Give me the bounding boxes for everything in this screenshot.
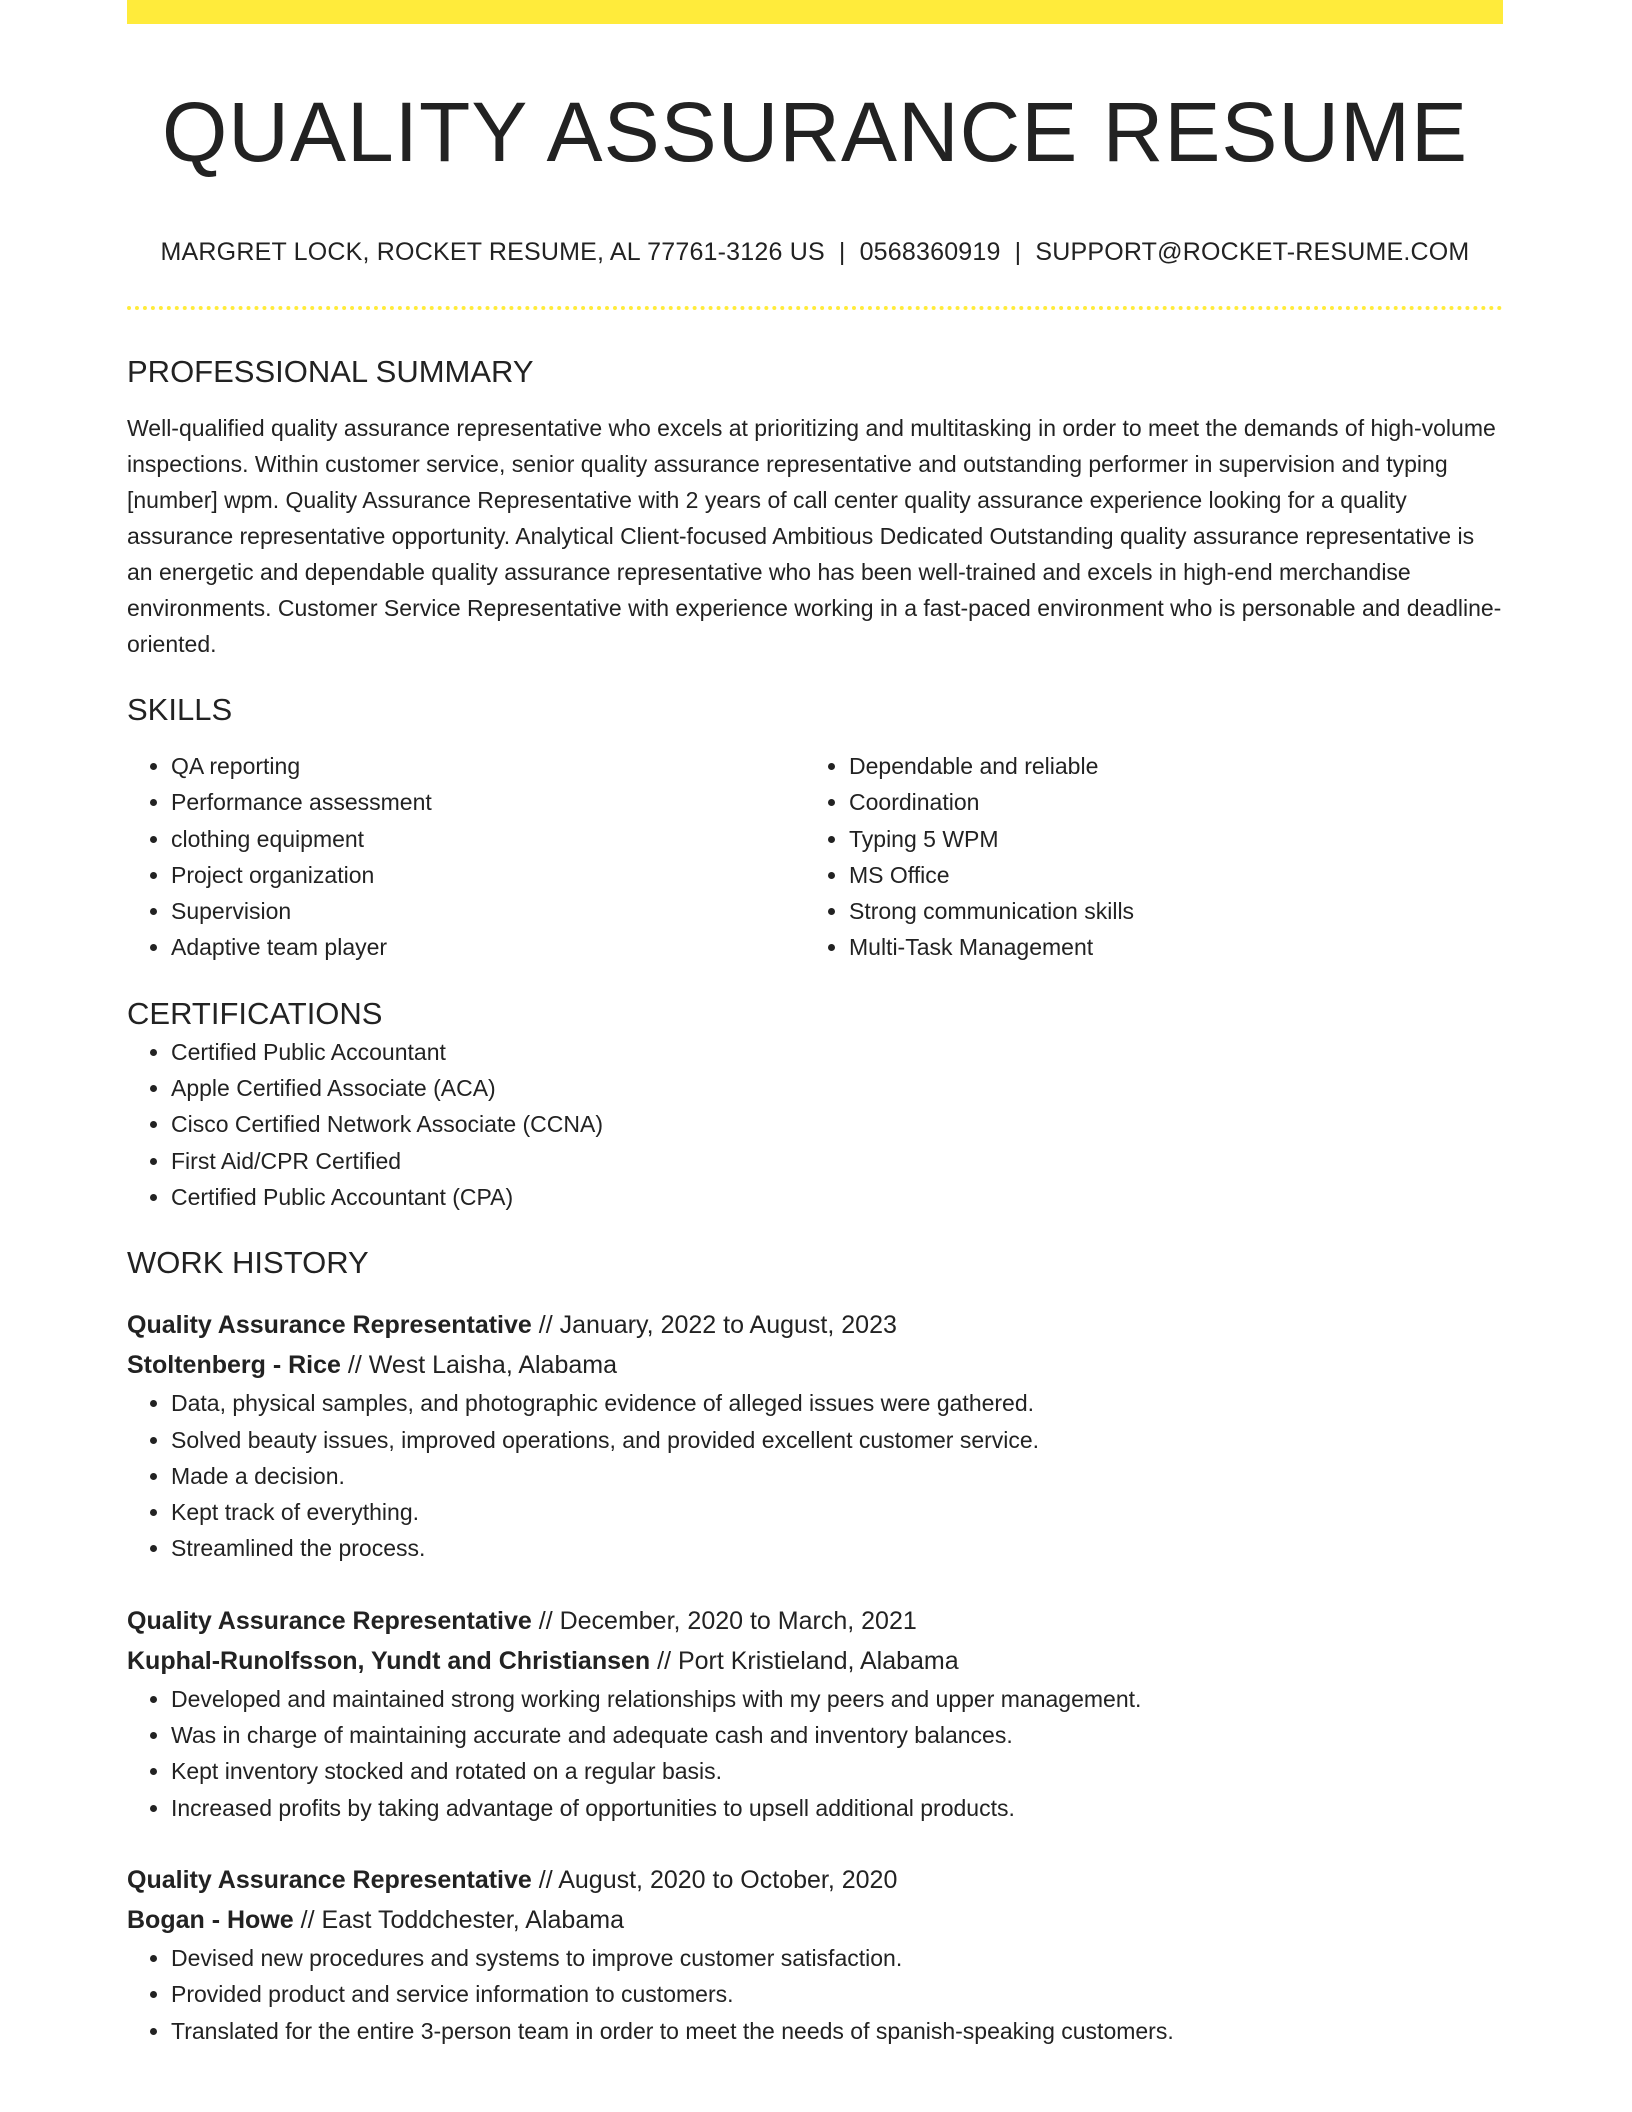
- job-bullet: • Developed and maintained strong working relationships with my peers and upper management.: [171, 1681, 1503, 1717]
- skill-item: • Strong communication skills: [849, 893, 1483, 929]
- job-title: Quality Assurance Representative: [127, 1865, 532, 1894]
- certification-item: • Certified Public Accountant (CPA): [171, 1179, 1503, 1215]
- skills-list-left: [127, 748, 805, 966]
- job-entry: [127, 1305, 1503, 1566]
- certification-item: • Apple Certified Associate (ACA): [171, 1070, 1503, 1106]
- job-bullet: • Devised new procedures and systems to improve customer satisfaction.: [171, 1940, 1503, 1976]
- job-bullet: • Was in charge of maintaining accurate and adequate cash and inventory balances.: [171, 1717, 1503, 1753]
- contact-separator: |: [1014, 238, 1022, 266]
- summary-text: Well-qualified quality assurance representative who excels at prioritizing and multitasking in order to meet the demands of high-volume inspections. Within customer service, senior quality assurance representative and outstanding performer in supervision and typing [number] wpm. Quality Assurance Representative with 2 years of call center quality assurance experience looking for a quality assurance representative opportunity. Analytical Client-focused Ambitious Dedicated Outstanding quality assurance representative is an energetic and dependable quality assurance representative who has been well-trained and excels in high-end merchandise environments. Customer Service Representative with experience working in a fast-paced environment who is personable and deadline-oriented.: [127, 415, 1502, 657]
- job-entry: [127, 1601, 1503, 1826]
- job-bullet-list: [127, 1385, 1503, 1566]
- skill-item: • Performance assessment: [171, 784, 805, 820]
- job-company: Kuphal-Runolfsson, Yundt and Christiansen: [127, 1646, 651, 1675]
- skills-column-right: [805, 748, 1483, 966]
- contact-separator: |: [838, 238, 846, 266]
- certification-item: • Certified Public Accountant: [171, 1034, 1503, 1070]
- job-location: // East Toddchester, Alabama: [293, 1905, 624, 1934]
- job-bullet: • Translated for the entire 3-person team in order to meet the needs of spanish-speaking customers.: [171, 2013, 1503, 2049]
- skills-heading: SKILLS: [127, 692, 233, 727]
- skills-column-left: [127, 748, 805, 966]
- skill-item: • Adaptive team player: [171, 929, 805, 965]
- job-company-line: [127, 1345, 1503, 1385]
- certification-item: • First Aid/CPR Certified: [171, 1143, 1503, 1179]
- skill-item: • Dependable and reliable: [849, 748, 1483, 784]
- certification-item: • Cisco Certified Network Associate (CCNA): [171, 1106, 1503, 1142]
- skills-grid: [127, 748, 1503, 966]
- skill-item: • Coordination: [849, 784, 1483, 820]
- resume-title: QUALITY ASSURANCE RESUME: [161, 85, 1469, 179]
- skill-item: • Supervision: [171, 893, 805, 929]
- summary-heading: PROFESSIONAL SUMMARY: [127, 354, 534, 389]
- certifications-list: [127, 1034, 1503, 1215]
- job-company-line: [127, 1641, 1503, 1681]
- contact-address: MARGRET LOCK, ROCKET RESUME, AL 77761-3126 US: [160, 238, 825, 266]
- job-company: Bogan - Howe: [127, 1905, 294, 1934]
- job-bullet: • Provided product and service information to customers.: [171, 1976, 1503, 2012]
- job-title: Quality Assurance Representative: [127, 1311, 532, 1340]
- job-bullet: • Increased profits by taking advantage of opportunities to upsell additional products.: [171, 1790, 1503, 1826]
- job-bullet: • Kept track of everything.: [171, 1494, 1503, 1530]
- contact-email: SUPPORT@ROCKET-RESUME.COM: [1035, 238, 1470, 266]
- top-accent-bar: [127, 0, 1503, 24]
- job-bullet: • Kept inventory stocked and rotated on a regular basis.: [171, 1753, 1503, 1789]
- job-location: // Port Kristieland, Alabama: [650, 1646, 959, 1675]
- header-divider: [127, 306, 1503, 310]
- job-title-line: [127, 1305, 1503, 1345]
- job-dates: // August, 2020 to October, 2020: [531, 1865, 898, 1894]
- skill-item: • Project organization: [171, 857, 805, 893]
- job-title-line: [127, 1860, 1503, 1900]
- certifications-heading: CERTIFICATIONS: [127, 995, 383, 1031]
- skill-item: • Typing 5 WPM: [849, 821, 1483, 857]
- job-location: // West Laisha, Alabama: [340, 1351, 617, 1380]
- job-title: Quality Assurance Representative: [127, 1606, 532, 1635]
- skill-item: • clothing equipment: [171, 821, 805, 857]
- skills-list-right: [805, 748, 1483, 966]
- job-bullet-list: [127, 1940, 1503, 2049]
- job-bullet: • Made a decision.: [171, 1458, 1503, 1494]
- skill-item: • Multi-Task Management: [849, 929, 1483, 965]
- resume-page: [127, 0, 1503, 2049]
- work-history-heading: WORK HISTORY: [127, 1245, 369, 1281]
- job-company-line: [127, 1900, 1503, 1940]
- job-bullet: • Solved beauty issues, improved operations, and provided excellent customer service.: [171, 1422, 1503, 1458]
- job-company: Stoltenberg - Rice: [127, 1351, 341, 1380]
- skill-item: • QA reporting: [171, 748, 805, 784]
- job-dates: // December, 2020 to March, 2021: [531, 1606, 917, 1635]
- contact-line: [127, 236, 1503, 268]
- skill-item: • MS Office: [849, 857, 1483, 893]
- job-bullet-list: [127, 1681, 1503, 1826]
- job-entry: [127, 1860, 1503, 2049]
- job-bullet: • Data, physical samples, and photographic evidence of alleged issues were gathered.: [171, 1385, 1503, 1421]
- job-dates: // January, 2022 to August, 2023: [531, 1311, 897, 1340]
- job-title-line: [127, 1601, 1503, 1641]
- job-bullet: • Streamlined the process.: [171, 1530, 1503, 1566]
- contact-phone: 0568360919: [859, 238, 1001, 266]
